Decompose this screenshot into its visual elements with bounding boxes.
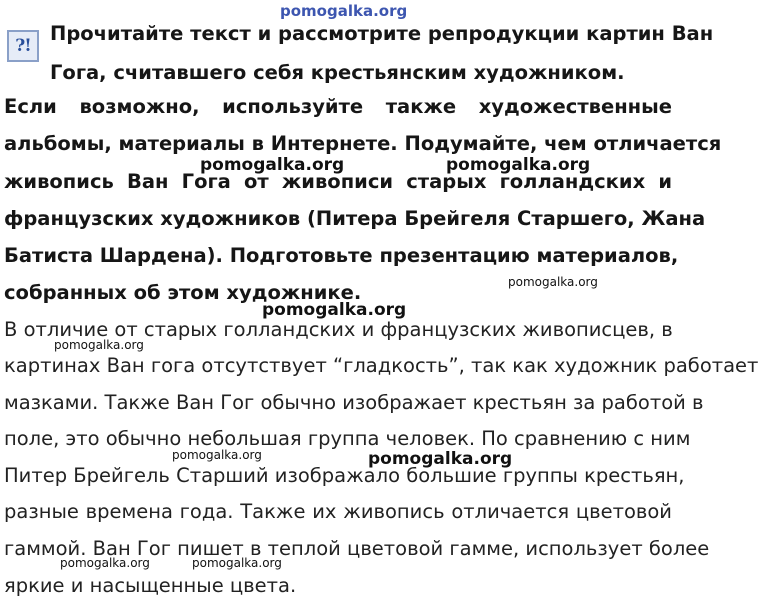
task-line: живопись Ван Гога от живописи старых голландских и [4,170,672,193]
watermark: pomogalka.org [508,275,598,289]
task-line: французских художников (Питера Брейгеля Старшего, Жана [4,207,706,230]
answer-line: Питер Брейгель Старший изображало большие группы крестьян, [4,464,685,487]
watermark: pomogalka.org [200,155,345,175]
task-line: Батиста Шардена). Подготовьте презентацию материалов, [4,244,679,267]
task-line: собранных об этом художнике. [4,281,362,304]
answer-line: гаммой. Ван Гог пишет в теплой цветовой гамме, использует более [4,537,710,560]
watermark: pomogalka.org [192,556,282,570]
answer-line: яркие и насыщенные цвета. [4,574,297,597]
answer-line: картинах Ван гога отсутствует “гладкость”, так как художник работает [4,354,758,377]
task-icon [7,30,39,62]
header-watermark: pomogalka.org [280,2,408,20]
task-line: Если возможно, используйте также художественные [4,95,672,118]
watermark: pomogalka.org [172,448,262,462]
watermark: pomogalka.org [446,155,591,175]
watermark: pomogalka.org [368,449,513,469]
answer-line: поле, это обычно небольшая группа человек. По сравнению с ним [4,427,691,450]
watermark: pomogalka.org [60,556,150,570]
answer-line: разные времена года. Также их живопись отличается цветовой [4,500,672,523]
task-line: альбомы, материалы в Интернете. Подумайте, чем отличается [4,132,722,155]
question-exclamation-icon: ?! [15,36,31,56]
watermark: pomogalka.org [262,300,407,320]
answer-line: В отличие от старых голландских и французских живописцев, в [4,318,673,341]
watermark: pomogalka.org [54,338,144,352]
answer-line: мазками. Также Ван Гог обычно изображает крестьян за работой в [4,391,704,414]
task-line: Прочитайте текст и рассмотрите репродукции картин Ван [50,22,714,45]
task-line: Гога, считавшего себя крестьянским художником. [50,61,625,84]
